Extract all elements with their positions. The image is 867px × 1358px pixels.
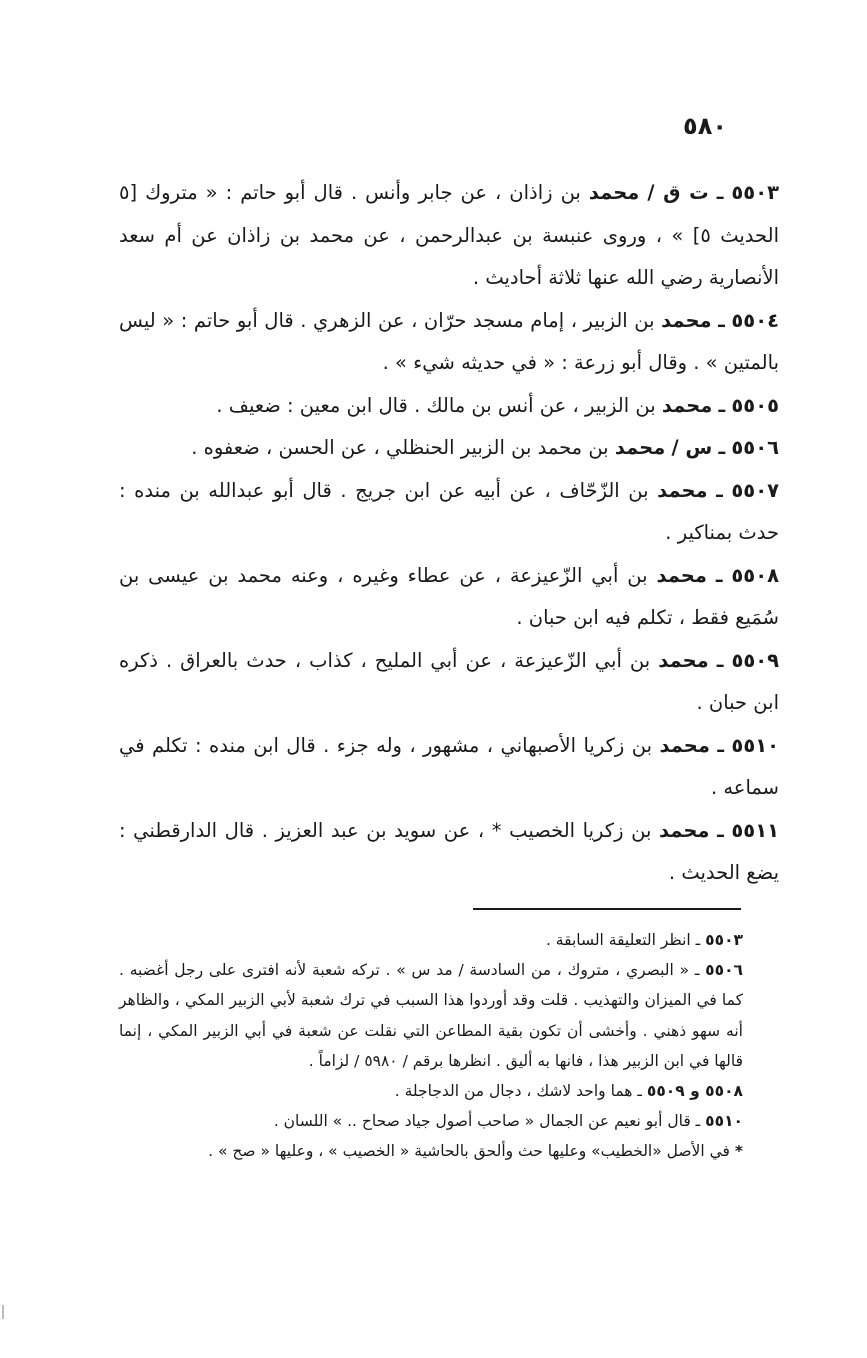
entry-name: محمد <box>588 181 640 204</box>
entry-name: محمد <box>659 733 710 757</box>
footnote-number: ٥٥٠٨ و ٥٥٠٩ <box>646 1082 743 1101</box>
entry-name: محمد <box>657 478 708 502</box>
entry-5510 <box>119 725 779 810</box>
footnote-marker: * <box>734 1142 743 1161</box>
footnote-number: ٥٥٠٦ <box>705 961 743 980</box>
footnote-5506 <box>119 955 743 1076</box>
entry-dash: ـ <box>715 563 723 587</box>
page-edge-mark <box>2 1305 4 1319</box>
entry-text: بن زاذان ، عن جابر وأنس . قال أبو حاتم : « متروك [٥ الحديث ٥] » ، وروى عنبسة بن عبدالرحمن ، عن محمد بن زاذان عن أم سعد الأنصارية رضي الله عنها ثلاثة أحاديث . <box>119 181 779 289</box>
entry-name: محمد <box>661 393 713 417</box>
footnote-separator-rule <box>473 908 741 910</box>
entry-dash: ـ <box>717 818 724 842</box>
entry-number: ٥٥١٠ <box>731 733 780 757</box>
entry-symbol: س / <box>671 436 713 459</box>
page-number: ٥٨٠ <box>683 112 727 140</box>
entry-number: ٥٥٠٥ <box>731 393 779 417</box>
footnote-5508-5509 <box>119 1076 743 1106</box>
entry-name: محمد <box>658 648 709 672</box>
entry-text: بن زكريا الأصبهاني ، مشهور ، وله جزء . قال ابن منده : تكلم في سماعه . <box>119 733 779 799</box>
entry-5505 <box>119 385 779 428</box>
entry-text: بن محمد بن الزبير الحنظلي ، عن الحسن ، ضعفوه . <box>191 436 609 459</box>
entry-text: بن الزبير ، عن أنس بن مالك . قال ابن معين : ضعيف . <box>216 393 656 417</box>
entry-dash: ـ <box>718 308 725 332</box>
entry-number: ٥٥٠٣ <box>731 181 780 204</box>
entry-number: ٥٥١١ <box>731 818 780 842</box>
footnote-5510 <box>119 1106 743 1136</box>
entry-number: ٥٥٠٧ <box>731 478 779 502</box>
entry-text: بن زكريا الخصيب * ، عن سويد بن عبد العزيز . قال الدارقطني : يضع الحديث . <box>119 818 779 884</box>
footnote-text: ـ « البصري ، متروك ، من السادسة / مد س » . تركه شعبة لأنه افترى على رجل أغضبه . كما في الميزان والتهذيب . قلت وقد أوردوا هذا السبب في ترك شعبة لأبي الزبير المكي ، والظاهر أنه سهو ذهني . وأخشى أن تكون بقية المطاعن التي نقلت عن شعبة في أبي الزبير المكي ، إنما قالها في ابن الزبير هذا ، فانها به أليق . انظرها برقم / ٥٩٨٠ / لزاماً . <box>119 961 743 1070</box>
footnote-5503 <box>119 925 743 955</box>
footnote-text: في الأصل «الخطيب» وعليها حث وألحق بالحاشية « الخصيب » ، وعليها « صح » . <box>208 1142 730 1161</box>
entry-number: ٥٥٠٩ <box>731 648 780 672</box>
footnote-text: ـ هما واحد لاشك ، دجال من الدجاجلة . <box>394 1082 642 1101</box>
entry-5503 <box>119 172 779 300</box>
footnote-text: ـ انظر التعليقة السابقة . <box>545 931 701 949</box>
entry-dash: ـ <box>716 478 723 502</box>
entry-name: محمد <box>656 563 707 587</box>
footnotes <box>119 925 743 1167</box>
entry-name: محمد <box>661 308 712 332</box>
entry-text: بن أبي الزّعيزعة ، عن عطاء وغيره ، وعنه محمد بن عيسى بن سُمَيع فقط ، تكلم فيه ابن حبان . <box>119 563 779 629</box>
entry-name: محمد <box>659 818 710 842</box>
entry-number: ٥٥٠٨ <box>731 563 780 587</box>
entry-text: بن الزبير ، إمام مسجد حرّان ، عن الزهري . قال أبو حاتم : « ليس بالمتين » . وقال أبو زرعة : « في حديثه شيء » . <box>119 308 779 374</box>
entry-dash: ـ <box>717 733 724 757</box>
entry-5508 <box>119 555 779 640</box>
entry-symbol: ت ق / <box>647 181 709 204</box>
footnote-number: ٥٥١٠ <box>705 1112 743 1131</box>
footnote-number: ٥٥٠٣ <box>705 931 743 949</box>
entry-5504 <box>119 300 779 385</box>
footnote-asterisk <box>119 1136 743 1166</box>
entry-dash: ـ <box>718 393 726 417</box>
entry-number: ٥٥٠٤ <box>731 308 779 332</box>
entry-name: محمد <box>614 436 666 459</box>
entry-number: ٥٥٠٦ <box>731 436 779 459</box>
entry-dash: ـ <box>716 648 724 672</box>
entry-dash: ـ <box>716 181 724 204</box>
footnote-text: ـ قال أبو نعيم عن الجمال « صاحب أصول جياد صحاح .. » اللسان . <box>273 1112 701 1131</box>
entry-text: بن أبي الزّعيزعة ، عن أبي المليح ، كذاب ، حدث بالعراق . ذكره ابن حبان . <box>119 648 779 714</box>
entry-5506 <box>119 427 779 470</box>
entry-5507 <box>119 470 779 555</box>
entry-text: بن الزّحّاف ، عن أبيه عن ابن جريج . قال أبو عبدالله بن منده : حدث بمناكير . <box>119 478 779 544</box>
main-text <box>119 172 779 895</box>
entry-5511 <box>119 810 779 895</box>
entry-5509 <box>119 640 779 725</box>
entry-dash: ـ <box>718 436 726 459</box>
